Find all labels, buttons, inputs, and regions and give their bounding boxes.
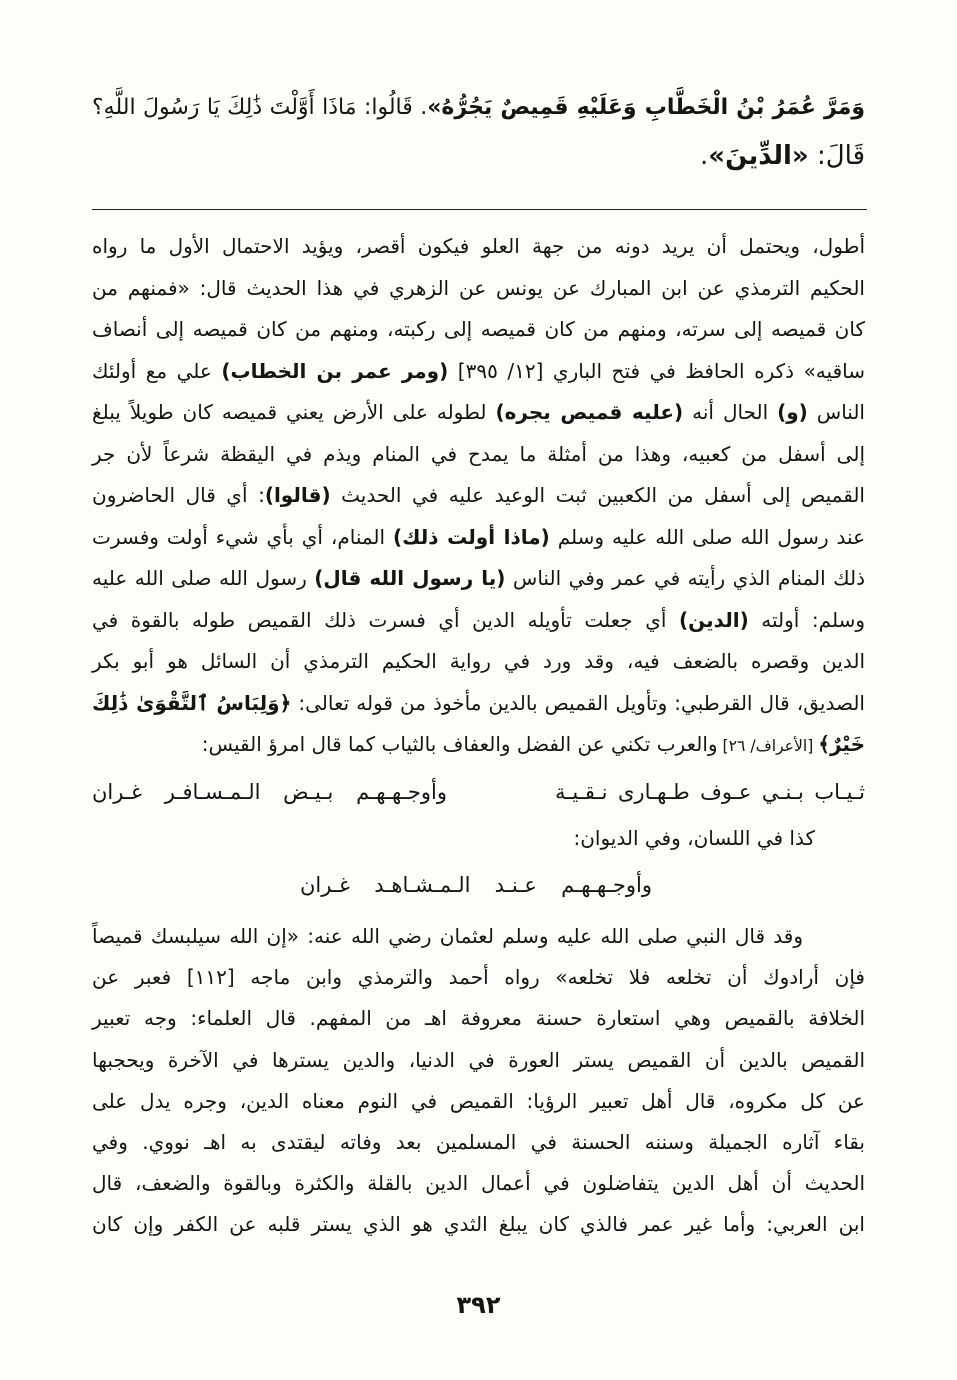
bold-term: «الدِّينَ» — [708, 141, 809, 171]
text-run: الصديق، قال القرطبي: وتأويل القميص بالدين مأخوذ من قوله تعالى: — [291, 690, 865, 715]
bold-term: (ومر عمر بن الخطاب) — [221, 358, 449, 383]
commentary-line — [92, 392, 865, 434]
commentary-line — [92, 434, 865, 476]
quran-quote: خَيْرٌ﴾ — [818, 732, 865, 756]
text-run: بقاء آثاره الجميلة وسننه الحسنة في المسلمين بعد وفاته ليقتدى به اهـ نووي. وفي — [92, 1130, 865, 1155]
bold-term: (الدين) — [679, 607, 749, 632]
source-note: كذا في اللسان، وفي الديوان: — [573, 826, 815, 850]
citation-ref: [الأعراف/ ٢٦] — [717, 737, 819, 755]
closing-line — [92, 1081, 865, 1122]
text-run: القميص بالدين أن القميص يستر العورة في الدنيا، والدين يسترها في الآخرة ويحجبها — [92, 1047, 865, 1072]
text-run: أطول، ويحتمل أن يريد دونه من جهة العلو فيكون أقصر، ويؤيد الاحتمال الأول ما رواه — [92, 234, 865, 258]
text-run: ذلك المنام الذي رأيته في عمر وفي الناس — [505, 566, 865, 590]
text-run: وسلم: أولته — [748, 607, 865, 632]
closing-line — [92, 1204, 865, 1245]
commentary-line — [92, 683, 865, 725]
commentary-line — [92, 641, 865, 683]
text-run: . قَالُوا: مَاذَا أَوَّلْتَ ذَٰلِكَ يَا رَسُولَ اللَّهِ؟ — [92, 95, 428, 120]
text-run: الدين وقصره بالضعف فيه، وقد ورد في رواية الحكيم الترمذي أن السائل هو أبو بكر — [92, 649, 865, 673]
commentary-paragraph — [92, 226, 865, 768]
text-run: عن كل مكروه، قال أهل تعبير الرؤيا: القميص في النوم معناه الدين، وجره يدل على — [92, 1088, 865, 1113]
text-run: كان قميصه إلى سرته، ومنهم من كان قميصه إلى ركبته، ومنهم من كان قميصه إلى أنصاف — [92, 317, 865, 341]
closing-line — [92, 916, 865, 957]
text-run: القميص إلى أسفل من الكعبين ثبت الوعيد عليه في الحديث — [330, 483, 865, 507]
hadith-line — [92, 132, 865, 181]
quran-quote: ﴿وَلِبَاسُ ٱلتَّقْوَىٰ ذَٰلِكَ — [92, 690, 292, 715]
text-run: لطوله على الأرض يعني قميصه كان طويلاً يبلغ — [92, 400, 496, 424]
commentary-line — [92, 558, 865, 600]
closing-paragraph — [92, 916, 865, 1246]
text-run: ساقيه» ذكره الحافظ في فتح الباري [١٢/ ٣٩٥] — [448, 358, 865, 383]
closing-line — [92, 957, 865, 998]
text-run: المنام، أي بأي شيء أولت وفسرت — [92, 524, 394, 549]
bold-term: (و) — [777, 400, 808, 424]
page-number: ٣٩٢ — [456, 1291, 501, 1319]
poetry-verse — [92, 771, 865, 813]
commentary-line — [92, 351, 865, 393]
footnote-divider — [92, 209, 867, 210]
text-run: علي مع أولئك — [92, 358, 222, 383]
text-run: أي جعلت تأويله الدين أي فسرت ذلك القميص طوله بالقوة في — [92, 607, 679, 632]
closing-line — [92, 1163, 865, 1204]
text-run: الحديث أن أهل الدين يتفاضلون في أعمال الدين بالقلة والكثرة وبالقوة والضعف، قال — [92, 1171, 865, 1196]
verse-second-hemistich: وأوجـهـهـم بـيـض الـمـسـافـر غـران — [92, 780, 447, 804]
bold-term: وَمَرَّ عُمَرُ بْنُ الْخَطَّابِ وَعَلَيْهِ قَمِيصٌ يَجُرُّهُ» — [427, 95, 865, 120]
text-run: الحال أنه — [683, 400, 778, 424]
text-run: الخلافة بالقميص وهي استعارة حسنة معروفة اهـ من المفهم. قال العلماء: وجه تعبير — [92, 1006, 865, 1031]
hadith-line — [92, 83, 865, 132]
commentary-line — [92, 600, 865, 642]
bold-term: (عليه قميص يجره) — [495, 400, 684, 424]
text-run: رسول الله صلى الله عليه — [92, 566, 315, 590]
commentary-line — [92, 724, 865, 768]
text-run: فإن أرادوك أن تخلعه فلا تخلعه» رواه أحمد والترمذي وابن ماجه [١١٢] فعبر عن — [92, 965, 865, 990]
bold-term: (يا رسول الله قال) — [314, 566, 506, 590]
text-run: قَالَ: — [808, 141, 865, 171]
closing-line — [92, 998, 865, 1039]
commentary-line — [92, 475, 865, 517]
text-run: إلى أسفل من كعبيه، وهذا من أمثلة ما يمدح في المنام ويذم في اليقظة شرعاً لأن جر — [92, 441, 865, 466]
text-run: الحكيم الترمذي عن ابن المبارك عن يونس عن الزهري في هذا الحديث قال: «فمنهم من — [92, 275, 865, 300]
text-run: عند رسول الله صلى الله عليه وسلم — [549, 524, 865, 549]
closing-line — [92, 1040, 865, 1081]
text-run: الناس — [807, 400, 865, 424]
bold-term: (ماذا أولت ذلك) — [393, 524, 550, 549]
commentary-line — [92, 517, 865, 559]
closing-line — [92, 1122, 865, 1163]
text-run: والعرب تكني عن الفضل والعفاف بالثياب كما قال امرؤ القيس: — [201, 732, 718, 756]
text-run: : أي قال الحاضرون — [92, 483, 265, 507]
commentary-line — [92, 309, 865, 351]
text-run: . — [700, 141, 709, 171]
alternate-hemistich: وأوجـهـهـم عـنـد الـمـشـاهـد غـران — [300, 873, 652, 897]
commentary-line — [92, 268, 865, 310]
bold-term: (قالوا) — [264, 483, 331, 507]
commentary-line — [92, 226, 865, 268]
hadith-text — [92, 83, 865, 181]
text-run: ابن العربي: وأما غير عمر فالذي كان يبلغ الثدي هو الذي يستر قلبه عن الكفر وإن كان — [92, 1212, 865, 1237]
verse-first-hemistich: ثـيـاب بـنـي عـوف طـهـارى نـقـيـة — [555, 780, 865, 804]
text-run: وقد قال النبي صلى الله عليه وسلم لعثمان رضي الله عنه: «إن الله سيلبسك قميصاً — [92, 924, 803, 948]
